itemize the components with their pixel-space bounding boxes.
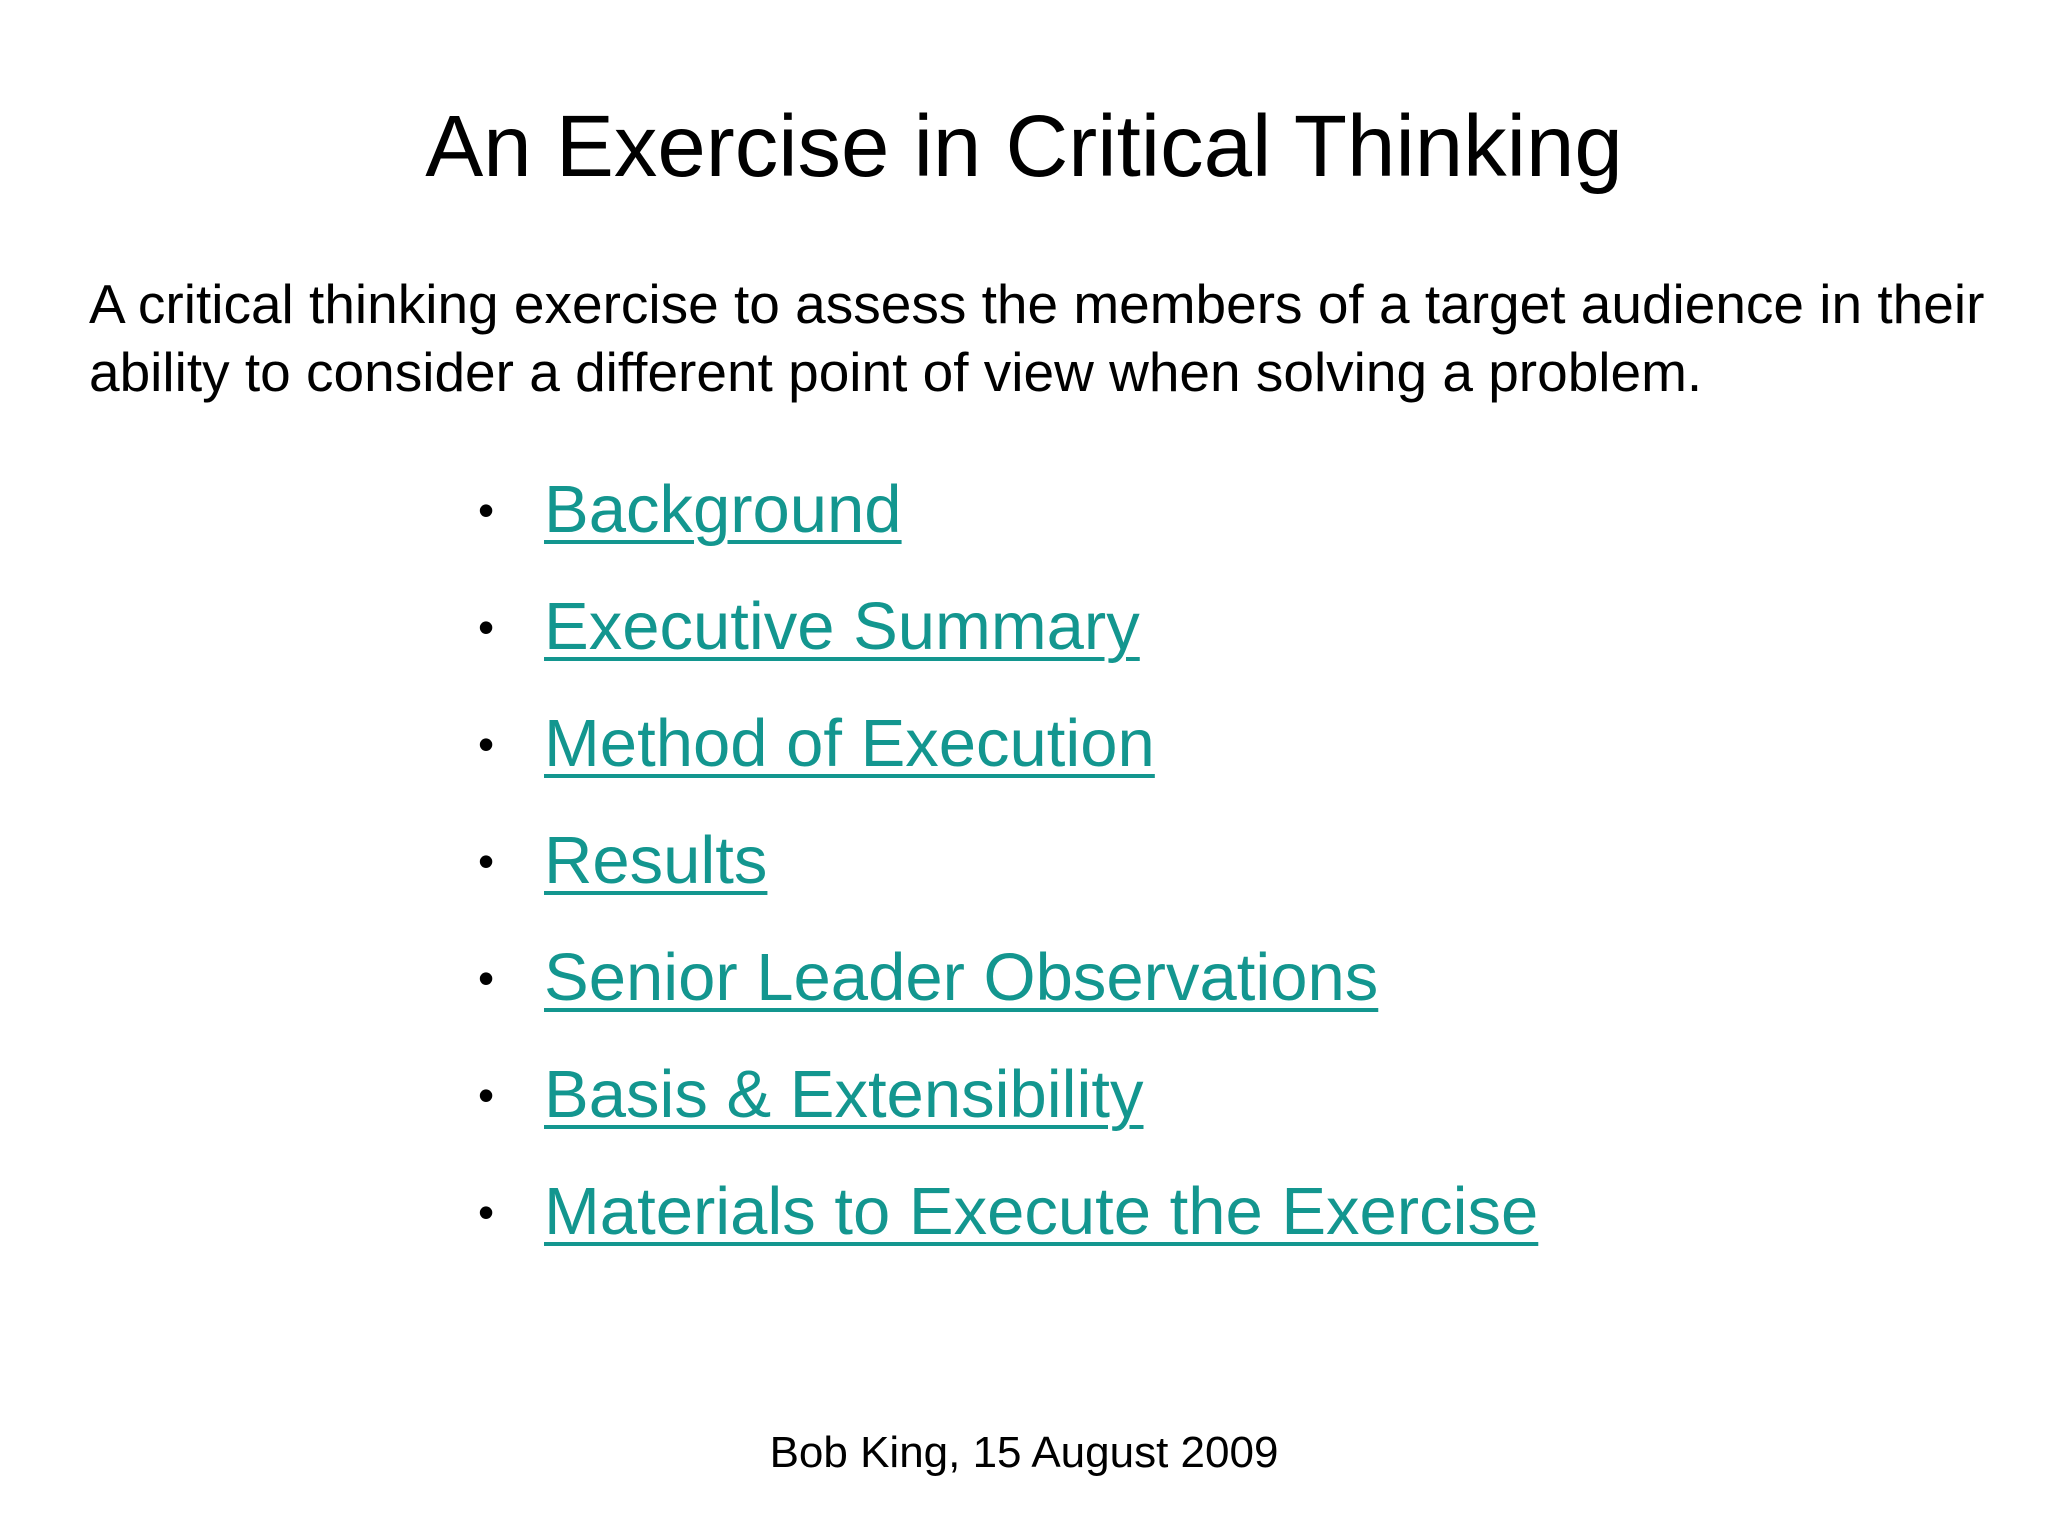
materials-to-execute-link[interactable]: Materials to Execute the Exercise [544,1174,1539,1249]
list-item [478,470,1538,587]
bullet-icon: • [478,484,495,536]
list-item [478,821,1538,938]
slide-subtitle: A critical thinking exercise to assess the members of a target audience in their ability to consider a different point of view when solving a problem. [89,273,1985,403]
slide-title: An Exercise in Critical Thinking [425,98,1623,195]
contents-link-list [478,470,1538,1289]
list-item [478,704,1538,821]
bullet-icon: • [478,1186,495,1238]
senior-leader-observations-link[interactable]: Senior Leader Observations [544,940,1379,1015]
list-item [478,1055,1538,1172]
results-link[interactable]: Results [544,823,768,898]
bullet-icon: • [478,835,495,887]
method-of-execution-link[interactable]: Method of Execution [544,706,1155,781]
author-date-footer: Bob King, 15 August 2009 [769,1428,1279,1477]
bullet-icon: • [478,1069,495,1121]
list-item [478,938,1538,1055]
background-link[interactable]: Background [544,472,902,547]
bullet-icon: • [478,601,495,653]
bullet-icon: • [478,718,495,770]
list-item [478,1172,1538,1289]
basis-extensibility-link[interactable]: Basis & Extensibility [544,1057,1144,1132]
list-item [478,587,1538,704]
bullet-icon: • [478,952,495,1004]
executive-summary-link[interactable]: Executive Summary [544,589,1140,664]
